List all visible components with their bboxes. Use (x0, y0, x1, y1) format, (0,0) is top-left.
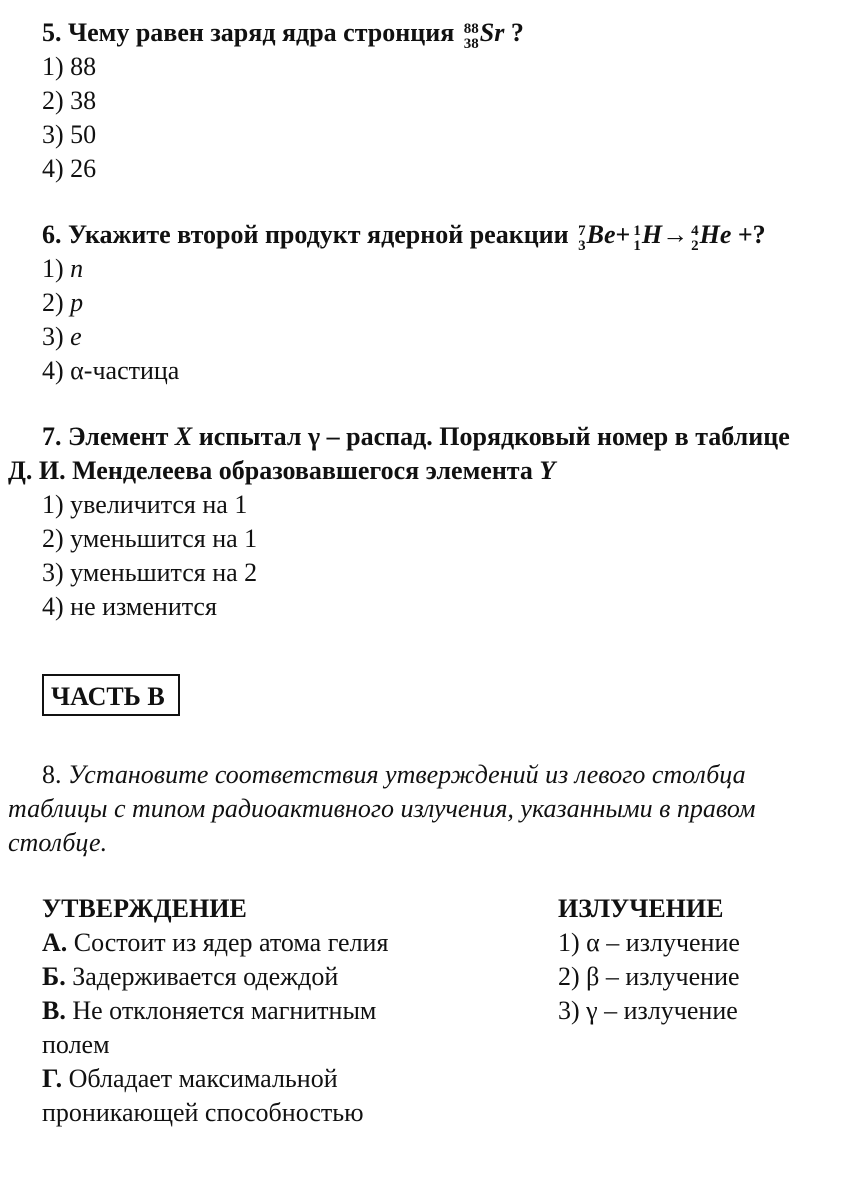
radiation-beta: 2) β – излучение (558, 962, 740, 991)
question-7-line-1: 7. Элемент X испытал γ – распад. Порядковый номер в таблице (42, 422, 790, 451)
statement-g: Г. Обладает максимальной (42, 1064, 338, 1093)
q7-option-1: 1) увеличится на 1 (42, 490, 248, 519)
question-5-title: 5. Чему равен заряд ядра стронция 88 38 Sr ? (42, 18, 524, 52)
part-b-heading: ЧАСТЬ В (42, 674, 180, 716)
statement-v-continued: полем (42, 1030, 110, 1059)
question-8-line-3: столбце. (8, 828, 108, 857)
q5-option-3: 3) 50 (42, 120, 97, 149)
q7-option-3: 3) уменьшится на 2 (42, 558, 258, 587)
radiation-alpha: 1) α – излучение (558, 928, 740, 957)
statement-g-continued: проникающей способностью (42, 1098, 364, 1127)
reaction-arrow: → (662, 220, 689, 249)
statement-b: Б. Задерживается одеждой (42, 962, 339, 991)
q5-option-1: 1) 88 (42, 52, 97, 81)
q5-option-2: 2) 38 (42, 86, 97, 115)
hydrogen-indices: 1 1 (633, 223, 641, 254)
q6-option-2: 2) p (42, 288, 84, 317)
q7-option-4: 4) не изменится (42, 592, 217, 621)
strontium-nuclide-indices: 88 38 (463, 21, 479, 52)
q6-option-4: 4) α-частица (42, 356, 180, 385)
question-8-line-2: таблицы с типом радиоактивного излучения, указанными в правом (8, 794, 756, 823)
statement-a: А. Состоит из ядер атома гелия (42, 928, 389, 957)
statement-v: В. Не отклоняется магнитным (42, 996, 377, 1025)
q7-option-2: 2) уменьшится на 1 (42, 524, 258, 553)
q6-option-3: 3) e (42, 322, 82, 351)
beryllium-indices: 7 3 (578, 223, 586, 254)
q5-option-4: 4) 26 (42, 154, 97, 183)
question-6-title: 6. Укажите второй продукт ядерной реакции 7 3 Be+ 1 1 H→ 4 2 He +? (42, 220, 766, 254)
question-7-line-2: Д. И. Менделеева образовавшегося элемента Y (8, 456, 556, 485)
question-8-line-1: 8. Установите соответствия утверждений из левого столбца (42, 760, 746, 789)
statements-header: УТВЕРЖДЕНИЕ (42, 894, 247, 923)
radiation-gamma: 3) γ – излучение (558, 996, 738, 1025)
radiation-header: ИЗЛУЧЕНИЕ (558, 894, 724, 923)
helium-indices: 4 2 (691, 223, 699, 254)
q6-option-1: 1) n (42, 254, 84, 283)
